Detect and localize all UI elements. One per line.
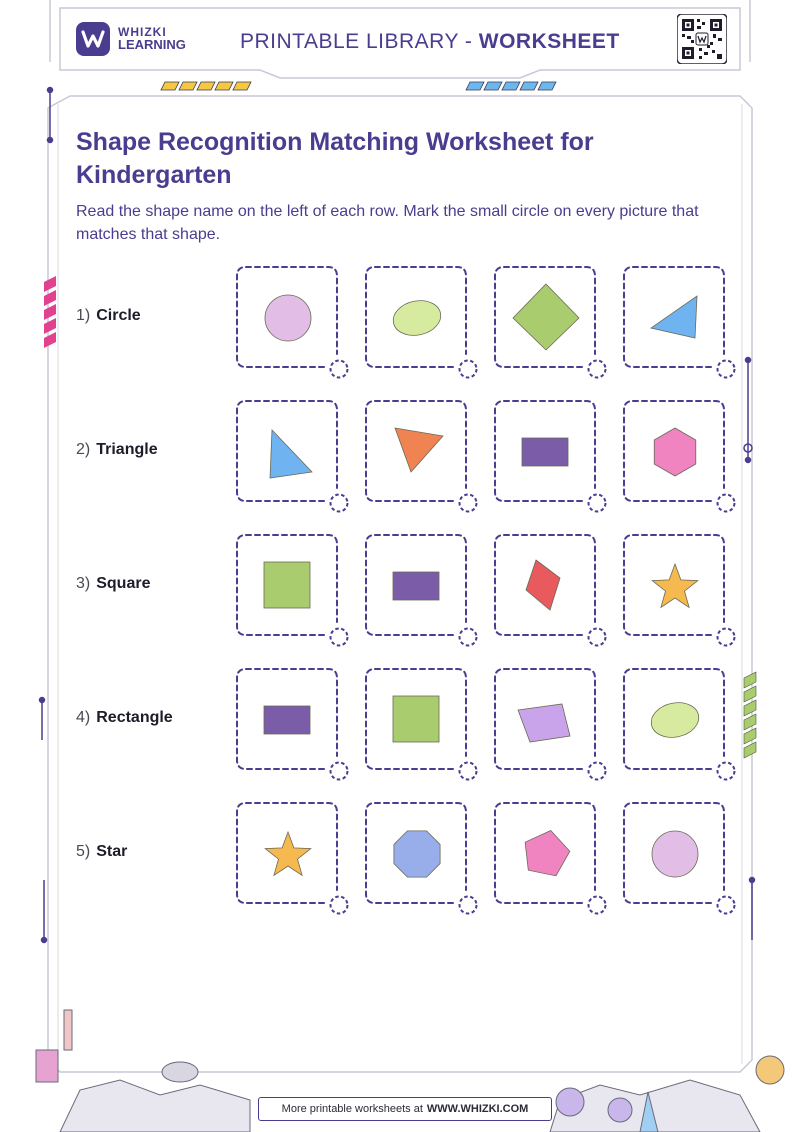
picture-frame [236,534,340,638]
mark-circle[interactable] [458,895,478,915]
mark-circle-outline [460,897,477,914]
picture-card[interactable] [236,534,340,638]
mark-circle-outline [331,495,348,512]
picture-card[interactable] [494,668,598,772]
mark-circle[interactable] [329,627,349,647]
triangle-left-shape [651,296,697,338]
mark-circle[interactable] [587,359,607,379]
kite-shape [526,560,560,610]
row-number: 3) [76,575,91,592]
picture-frame [365,668,469,772]
brand-name-bottom: LEARNING [118,37,186,53]
row-number: 5) [76,843,91,860]
mark-circle[interactable] [329,493,349,513]
picture-card[interactable] [236,266,340,370]
mark-circle-outline [460,495,477,512]
mark-circle-outline [331,897,348,914]
header-title-prefix: PRINTABLE LIBRARY - [240,30,479,53]
picture-card[interactable] [494,400,598,504]
picture-frame [236,668,340,772]
triangle-down-shape [395,428,443,472]
picture-card[interactable] [236,802,340,906]
footer-website-link[interactable]: WWW.WHIZKI.COM [426,1103,529,1115]
row-shape-name: Star [96,843,128,860]
mark-circle-outline [460,629,477,646]
row-shape-name: Square [96,575,151,592]
circle-shape [652,831,698,877]
picture-frame [365,802,469,906]
mark-circle-outline [589,629,606,646]
mark-circle[interactable] [458,627,478,647]
footer-bar [258,1097,552,1121]
row-label-2 [76,441,158,459]
picture-card[interactable] [623,400,727,504]
picture-card[interactable] [365,668,469,772]
rectangle-shape [393,572,439,600]
mark-circle[interactable] [329,761,349,781]
mark-circle[interactable] [587,627,607,647]
picture-frame [494,534,598,638]
mark-circle-outline [589,361,606,378]
row-shape-name: Rectangle [96,709,173,726]
row-label-1 [76,307,141,325]
mark-circle[interactable] [458,761,478,781]
pentagon-shape [525,830,570,875]
picture-card[interactable] [365,266,469,370]
picture-card[interactable] [365,534,469,638]
mark-circle-outline [589,495,606,512]
mark-circle[interactable] [716,895,736,915]
square-shape [264,562,310,608]
mark-circle[interactable] [587,761,607,781]
pink-stripes [44,276,56,348]
mark-circle-outline [589,763,606,780]
mark-circle-outline [718,763,735,780]
rectangle-shape [522,438,568,466]
row-number: 1) [76,307,91,324]
mark-circle-outline [331,629,348,646]
mark-circle-outline [331,763,348,780]
mark-circle[interactable] [716,493,736,513]
mark-circle[interactable] [329,895,349,915]
picture-frame [365,266,469,370]
mark-circle-outline [331,361,348,378]
picture-card[interactable] [236,668,340,772]
triangle-shape [270,430,312,478]
mark-circle[interactable] [716,627,736,647]
picture-frame [623,534,727,638]
octagon-shape [394,831,440,877]
row-number: 4) [76,709,91,726]
picture-card[interactable] [236,400,340,504]
picture-frame [623,400,727,504]
star-shape [652,564,698,607]
brand-name-top: WHIZKI [118,24,167,39]
row-label-5 [76,843,127,861]
mark-circle[interactable] [458,359,478,379]
brand-logo [76,22,110,56]
row-label-4 [76,709,173,727]
picture-frame [236,400,340,504]
picture-card[interactable] [494,534,598,638]
mark-circle-outline [718,629,735,646]
rectangle-shape [264,706,310,734]
mark-circle-outline [460,763,477,780]
picture-card[interactable] [623,266,727,370]
worksheet-title: Shape Recognition Matching Worksheet for Kindergarten [76,128,594,189]
picture-card[interactable] [494,266,598,370]
row-number: 2) [76,441,91,458]
blue-stripes [466,82,556,90]
picture-card[interactable] [494,802,598,906]
ellipse-shape [648,698,702,741]
yellow-stripes [161,82,251,90]
picture-card[interactable] [365,400,469,504]
row-shape-name: Circle [96,307,141,324]
star-shape [265,832,311,875]
picture-frame [623,266,727,370]
row-label-3 [76,575,150,593]
footer-text: More printable worksheets at [281,1103,423,1115]
mark-circle[interactable] [587,493,607,513]
picture-frame [236,266,340,370]
picture-frame [494,266,598,370]
mark-circle[interactable] [458,493,478,513]
header-title [240,30,620,54]
mark-circle[interactable] [716,761,736,781]
row-shape-name: Triangle [96,441,158,458]
mark-circle-outline [589,897,606,914]
picture-frame [494,668,598,772]
picture-frame [623,668,727,772]
picture-frame [365,400,469,504]
diamond-shape [513,284,579,350]
picture-frame [236,802,340,906]
header-title-bold: WORKSHEET [478,30,620,53]
mark-circle-outline [718,361,735,378]
brand[interactable] [76,22,186,56]
worksheet-instructions: Read the shape name on the left of each row. Mark the small circle on every picture that matches that shape. [76,203,699,243]
trapezoid-shape [518,704,570,742]
picture-frame [623,802,727,906]
qr-code-icon[interactable] [677,14,727,64]
mark-circle[interactable] [716,359,736,379]
ellipse-shape [390,296,444,339]
picture-card[interactable] [623,802,727,906]
picture-frame [494,400,598,504]
mark-circle[interactable] [329,359,349,379]
mark-circle-outline [718,897,735,914]
mark-circle-outline [718,495,735,512]
square-shape [393,696,439,742]
picture-card[interactable] [623,534,727,638]
mark-circle[interactable] [587,895,607,915]
picture-frame [365,534,469,638]
w-logo-icon [81,29,105,49]
picture-card[interactable] [623,668,727,772]
picture-frame [494,802,598,906]
mark-circle-outline [460,361,477,378]
hexagon-shape [654,428,696,476]
circle-shape [265,295,311,341]
picture-card[interactable] [365,802,469,906]
